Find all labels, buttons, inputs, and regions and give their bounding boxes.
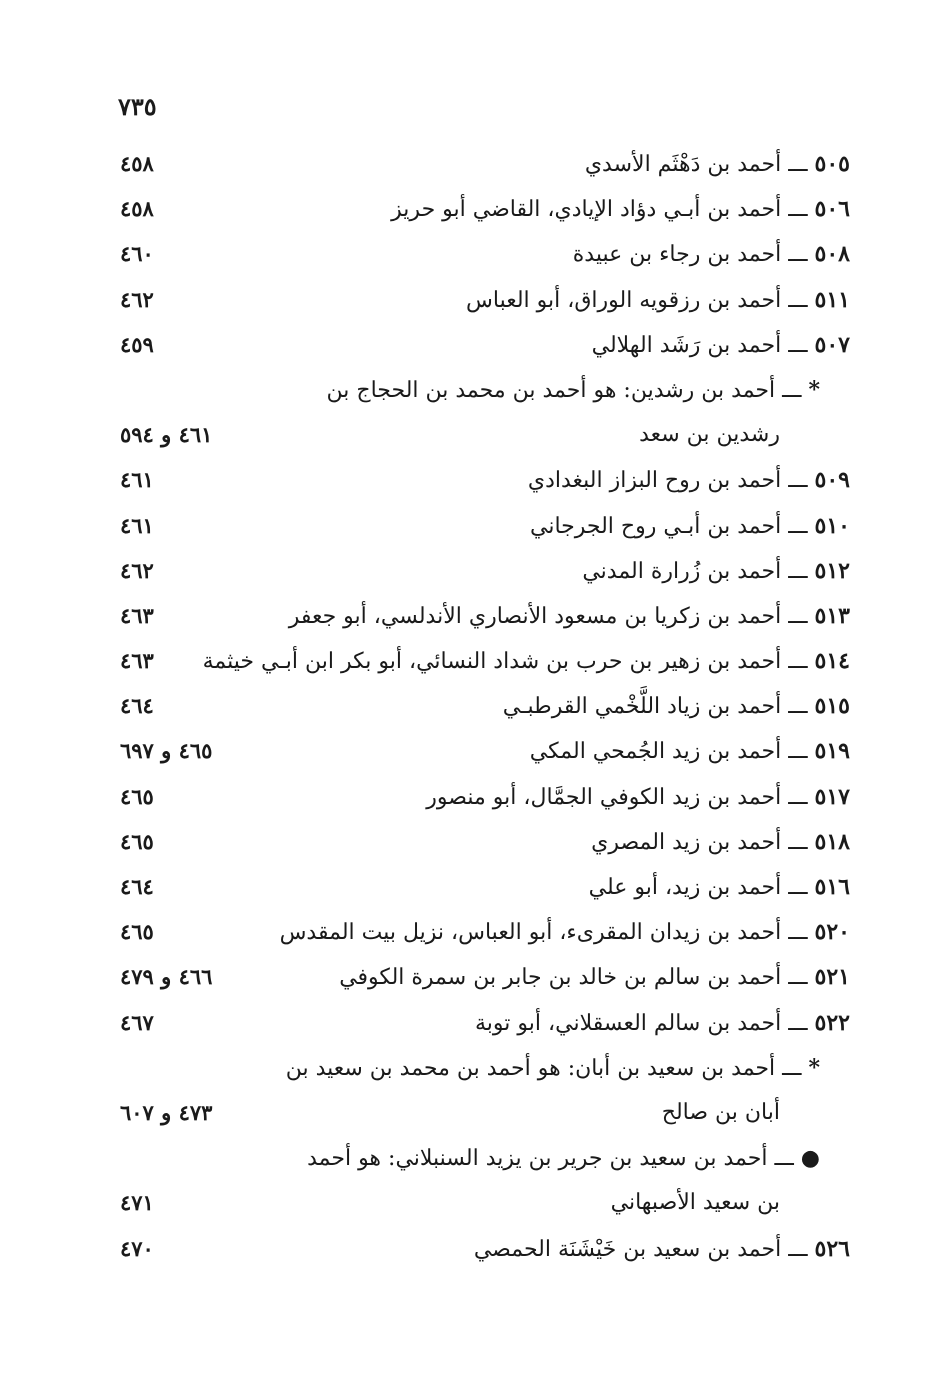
entry-dash: ـــ xyxy=(788,242,808,268)
entry-name: أحمد بن سالم بن خالد بن جابر بن سمرة الكوفي xyxy=(339,965,782,991)
entry-name: أحمد بن سالم العسقلاني، أبو توبة xyxy=(475,1010,782,1036)
entry-dash: ـــ xyxy=(788,332,808,358)
index-entry xyxy=(120,778,850,823)
index-entry xyxy=(120,461,850,506)
index-entry xyxy=(120,507,850,552)
index-entry xyxy=(120,1004,850,1049)
index-entry xyxy=(120,868,850,913)
entry-text xyxy=(503,693,850,719)
entry-dash: ـــ xyxy=(788,875,808,900)
entry-name: أحمد بن دَهْثَم الأسدي xyxy=(584,152,782,177)
entry-text xyxy=(391,196,850,222)
entry-name: أحمد بن رجاء بن عبيدة xyxy=(572,242,782,268)
entry-number: ٥١٦ xyxy=(814,874,850,900)
entry-number: ٥١٨ xyxy=(814,828,850,855)
entry-pages: ٤٦٧ xyxy=(120,1009,154,1035)
entry-number: ٥٢١ xyxy=(814,964,850,991)
entry-marker: * xyxy=(808,1054,820,1081)
entry-pages: ٤٧١ xyxy=(120,1190,154,1216)
entry-dash: ـــ xyxy=(788,784,808,810)
entry-text xyxy=(662,1100,780,1125)
entry-dash: ـــ xyxy=(788,468,808,494)
entry-text xyxy=(474,1236,850,1262)
index-entry xyxy=(120,913,850,958)
entry-text xyxy=(530,513,850,539)
entry-text xyxy=(589,874,850,900)
entry-name: أحمد بن زكريا بن مسعود الأنصاري الأندلسي، أبو جعفر xyxy=(288,603,782,629)
entry-number: ٥٢٦ xyxy=(814,1235,850,1262)
entry-name: أحمد بن أبـي دؤاد الإيادي، القاضي أبو حريز xyxy=(391,197,782,223)
entry-pages: ٤٦١ و ٥٩٤ xyxy=(120,422,213,448)
entry-pages: ٤٧٠ xyxy=(120,1235,154,1261)
entry-dash: ـــ xyxy=(788,920,808,946)
entry-number: ٥١٤ xyxy=(814,648,850,675)
entry-text xyxy=(203,648,850,674)
index-entry xyxy=(120,823,850,868)
entry-pages: ٤٦٥ xyxy=(120,828,154,854)
entry-number: ٥١١ xyxy=(814,286,850,313)
entry-text xyxy=(573,241,850,267)
index-entry-continuation xyxy=(120,1094,850,1139)
entry-dash: ـــ xyxy=(788,287,808,313)
entry-name: أحمد بن زيد، أبو علي xyxy=(588,875,782,900)
entry-number: ٥٠٦ xyxy=(814,196,850,223)
index-entry-continuation xyxy=(120,416,850,461)
entry-dash: ـــ xyxy=(788,1010,808,1036)
index-entries xyxy=(120,145,850,1275)
entry-name: أحمد بن سعيد بن أبان: هو أحمد بن محمد بن سعيد بن xyxy=(285,1055,776,1081)
index-entry xyxy=(120,642,850,687)
entry-pages: ٤٦٥ xyxy=(120,783,154,809)
entry-pages: ٤٥٨ xyxy=(120,196,154,222)
index-entry xyxy=(120,1230,850,1275)
index-entry xyxy=(120,552,850,597)
entry-name: أحمد بن زياد اللَّخْمي القرطبـي xyxy=(502,694,782,720)
entry-dash: ـــ xyxy=(788,829,808,855)
entry-text xyxy=(475,1010,850,1036)
entry-number: ٥١٥ xyxy=(814,693,850,720)
entry-pages: ٤٦٣ xyxy=(120,648,154,674)
entry-text xyxy=(280,919,850,945)
index-entry xyxy=(120,732,850,777)
entry-name: أحمد بن روح البزاز البغدادي xyxy=(527,468,782,494)
entry-dash: ـــ xyxy=(788,965,808,991)
entry-text xyxy=(591,829,850,855)
entry-text xyxy=(639,422,780,447)
entry-text xyxy=(426,784,850,810)
entry-number: ٥١٧ xyxy=(814,783,850,810)
entry-dash: ـــ xyxy=(788,739,808,765)
entry-name: أحمد بن زيدان المقرىء، أبو العباس، نزيل بيت المقدس xyxy=(279,920,782,946)
entry-text xyxy=(466,287,850,313)
entry-name: أبان بن صالح xyxy=(661,1099,780,1125)
entry-pages: ٤٦٥ و ٦٩٧ xyxy=(120,738,213,764)
entry-text xyxy=(289,603,850,629)
entry-number: ٥١٩ xyxy=(814,738,850,765)
entry-pages: ٤٧٣ و ٦٠٧ xyxy=(120,1099,213,1125)
entry-dash: ـــ xyxy=(788,1236,808,1262)
entry-pages: ٤٦٦ و ٤٧٩ xyxy=(120,964,213,990)
index-entry xyxy=(120,1139,850,1184)
entry-name: أحمد بن أبـي روح الجرجاني xyxy=(529,513,782,539)
entry-pages: ٤٦٤ xyxy=(120,693,154,719)
index-entry xyxy=(120,145,850,190)
entry-number: ٥٢٢ xyxy=(814,1009,850,1036)
index-entry xyxy=(120,281,850,326)
index-entry xyxy=(120,687,850,732)
entry-name: أحمد بن زيد الكوفي الجمَّال، أبو منصور xyxy=(426,784,782,810)
entry-text xyxy=(582,558,850,584)
entry-dash: ـــ xyxy=(788,694,808,720)
entry-name: أحمد بن رشدين: هو أحمد بن محمد بن الحجاج بن xyxy=(326,377,776,403)
index-entry xyxy=(120,235,850,280)
entry-number: ٥٠٨ xyxy=(814,241,850,268)
index-entry xyxy=(120,190,850,235)
index-entry xyxy=(120,371,850,416)
entry-number: ٥٠٩ xyxy=(814,467,850,494)
entry-name: أحمد بن سعيد بن جرير بن يزيد السنبلاني: هو أحمد xyxy=(307,1146,768,1172)
entry-text xyxy=(307,1145,820,1171)
entry-pages: ٤٦٢ xyxy=(120,286,154,312)
entry-name: بن سعيد الأصبهاني xyxy=(610,1190,780,1216)
entry-name: أحمد بن سعيد بن خَيْشَنَة الحمصي xyxy=(473,1236,782,1262)
entry-name: أحمد بن زُرارة المدني xyxy=(582,558,782,584)
entry-text xyxy=(611,1190,780,1215)
entry-text xyxy=(592,332,850,358)
entry-pages: ٤٥٩ xyxy=(120,331,154,357)
entry-dash: ـــ xyxy=(782,1055,802,1081)
entry-pages: ٤٦٠ xyxy=(120,241,154,267)
entry-marker: * xyxy=(808,376,820,403)
entry-pages: ٤٦٢ xyxy=(120,557,154,583)
entry-name: أحمد بن زيد الجُمحي المكي xyxy=(529,739,782,765)
entry-name: أحمد بن رَشَد الهلالي xyxy=(591,332,782,358)
index-entry xyxy=(120,958,850,1003)
entry-dash: ـــ xyxy=(788,197,808,223)
index-entry xyxy=(120,326,850,371)
entry-dash: ـــ xyxy=(788,603,808,629)
entry-name: أحمد بن رزقويه الوراق، أبو العباس xyxy=(466,287,782,313)
index-entry-continuation xyxy=(120,1184,850,1229)
entry-pages: ٤٦١ xyxy=(120,467,154,493)
entry-marker: ● xyxy=(800,1145,820,1172)
page-number: ٧٣٥ xyxy=(118,92,157,121)
entry-dash: ـــ xyxy=(788,152,808,177)
entry-pages: ٤٦٣ xyxy=(120,602,154,628)
entry-number: ٥١٠ xyxy=(814,512,850,539)
entry-pages: ٤٦١ xyxy=(120,512,154,538)
entry-dash: ـــ xyxy=(782,377,802,403)
entry-number: ٥٢٠ xyxy=(814,919,850,946)
entry-name: أحمد بن زيد المصري xyxy=(591,829,782,855)
entry-name: رشدين بن سعد xyxy=(639,422,780,448)
entry-dash: ـــ xyxy=(788,558,808,584)
index-entry xyxy=(120,1049,850,1094)
entry-pages: ٤٦٥ xyxy=(120,919,154,945)
entry-pages: ٤٦٤ xyxy=(120,874,154,899)
entry-text xyxy=(530,738,850,764)
entry-dash: ـــ xyxy=(788,513,808,539)
entry-dash: ـــ xyxy=(774,1146,794,1172)
entry-dash: ـــ xyxy=(788,649,808,675)
entry-text xyxy=(528,467,850,493)
entry-text xyxy=(339,964,850,990)
entry-number: ٥٠٧ xyxy=(814,331,850,358)
entry-text xyxy=(327,377,820,403)
entry-number: ٥١٢ xyxy=(814,557,850,584)
entry-text xyxy=(585,151,850,177)
index-entry xyxy=(120,597,850,642)
entry-name: أحمد بن زهير بن حرب بن شداد النسائي، أبو بكر ابن أبـي خيثمة xyxy=(202,649,782,675)
entry-pages: ٤٥٨ xyxy=(120,151,154,176)
entry-text xyxy=(286,1055,820,1081)
entry-number: ٥٠٥ xyxy=(814,151,850,177)
entry-number: ٥١٣ xyxy=(814,602,850,629)
